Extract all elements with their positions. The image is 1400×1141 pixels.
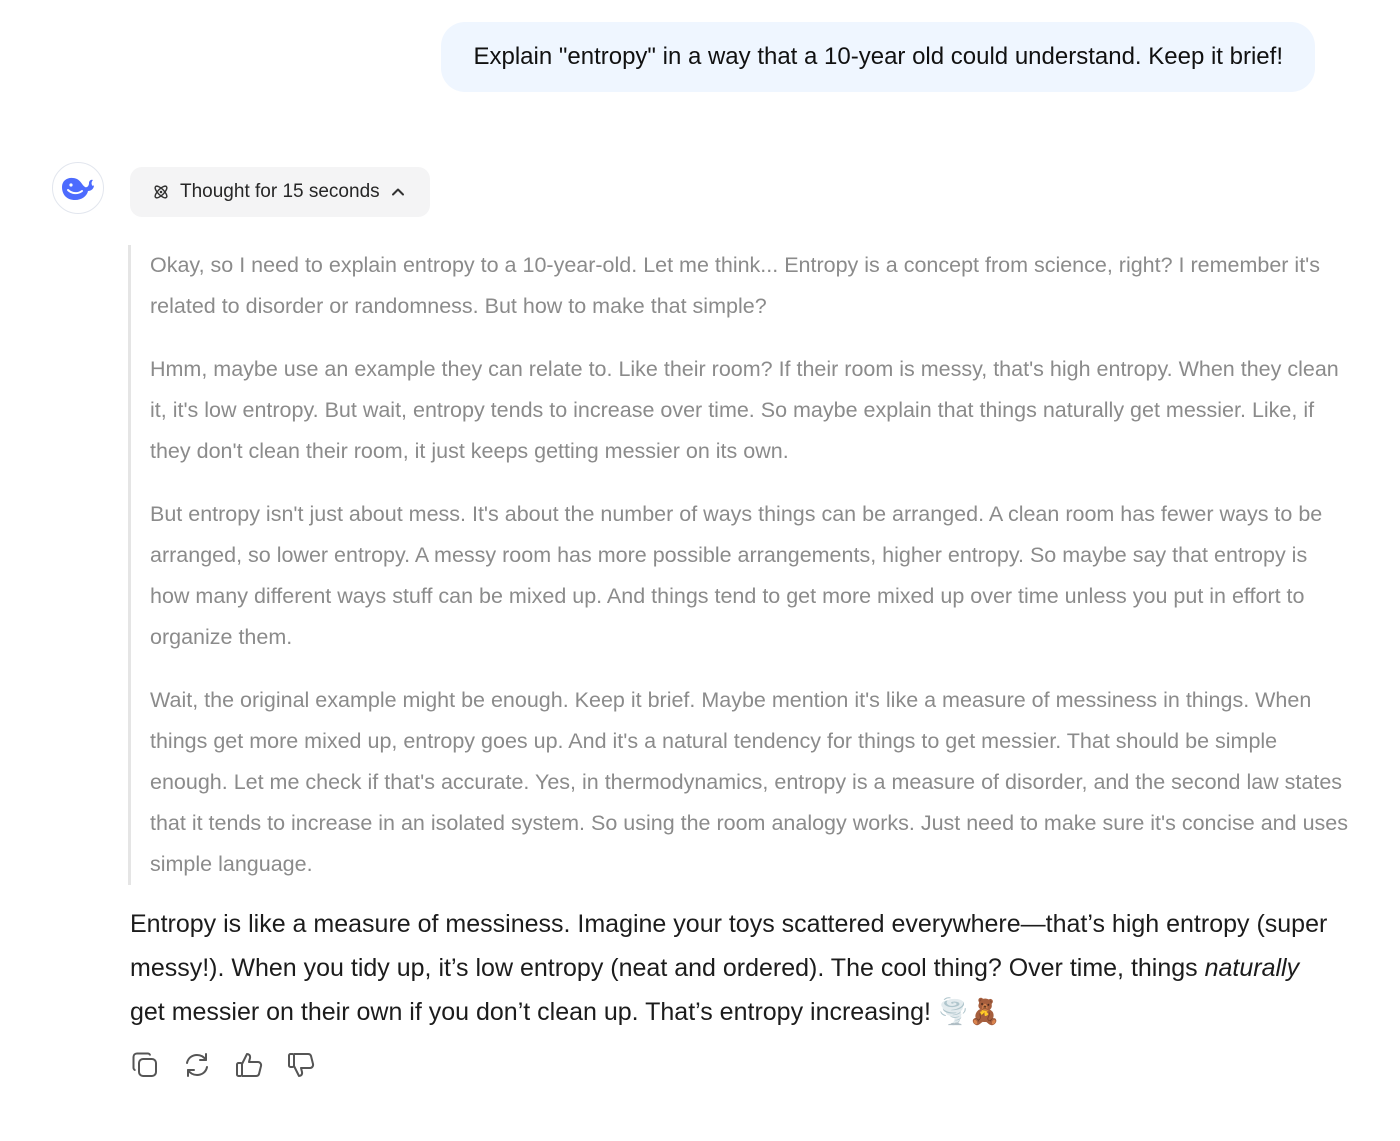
chevron-up-icon [390,184,406,200]
assistant-answer [130,902,1340,1034]
thought-toggle-button[interactable] [130,167,430,217]
message-actions [128,1048,318,1082]
thought-content [128,245,1350,885]
thumbs-down-button[interactable] [284,1048,318,1082]
answer-text-part2: get messier on their own if you don’t clean up. That’s entropy increasing! 🌪️🧸 [130,998,1001,1026]
thumbs-up-icon [233,1049,265,1081]
copy-icon [129,1049,161,1081]
thumbs-up-button[interactable] [232,1048,266,1082]
regenerate-button[interactable] [180,1048,214,1082]
regenerate-icon [181,1049,213,1081]
answer-text-part1: Entropy is like a measure of messiness. Imagine your toys scattered everywhere—that’s high entropy (super messy!). When you tidy up, it’s low entropy (neat and ordered). The cool thing? Over time, things [130,910,1328,982]
atom-icon [152,183,170,201]
thought-label: Thought for 15 seconds [180,181,380,202]
user-message-row [441,22,1315,92]
thought-paragraph: Wait, the original example might be enough. Keep it brief. Maybe mention it's like a measure of messiness in things. When things get more mixed up, entropy goes up. And it's a natural tendency for things to get messier. That should be simple enough. Let me check if that's accurate. Yes, in thermodynamics, entropy is a measure of disorder, and the second law states that it tends to increase in an isolated system. So using the room analogy works. Just need to make sure it's concise and uses simple language. [150,688,1348,876]
whale-logo-icon [60,173,96,203]
thought-paragraph: Okay, so I need to explain entropy to a 10-year-old. Let me think... Entropy is a concept from science, right? I remember it's related to disorder or randomness. But how to make that simple? [150,253,1321,318]
copy-button[interactable] [128,1048,162,1082]
answer-emphasis: naturally [1204,954,1300,982]
thought-paragraph: Hmm, maybe use an example they can relate to. Like their room? If their room is messy, that's high entropy. When they clean it, it's low entropy. But wait, entropy tends to increase over time. So maybe explain that things naturally get messier. Like, if they don't clean their room, it just keeps getting messier on its own. [150,357,1339,463]
user-message: Explain "entropy" in a way that a 10-year old could understand. Keep it brief! [441,22,1315,92]
thought-paragraph: But entropy isn't just about mess. It's about the number of ways things can be arranged. A clean room has fewer ways to be arranged, so lower entropy. A messy room has more possible arrangements, higher entropy. So maybe say that entropy is how many different ways stuff can be mixed up. And things tend to get more mixed up over time unless you put in effort to organize them. [150,502,1323,649]
assistant-avatar [52,162,104,214]
thumbs-down-icon [285,1049,317,1081]
